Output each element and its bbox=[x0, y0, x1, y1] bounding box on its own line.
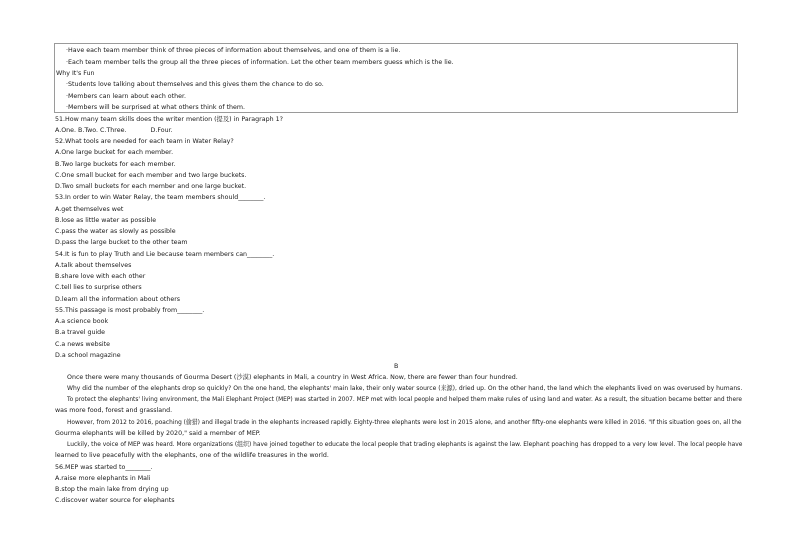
question-56-option-a: A.raise more elephants in Mali bbox=[55, 475, 151, 482]
section-b-paragraph-3-line-1: To protect the elephants' living environment, the Mali Elephant Project (MEP) was started in 2007. MEP met with local people and helped them make rules of using land and water. As a result, the situation became better and there bbox=[67, 396, 743, 403]
question-54-option-d: D.learn all the information about others bbox=[55, 296, 181, 303]
section-b-paragraph-5-line-1: Luckily, the voice of MEP was heard. More organizations (组织) have joined together to educate the local people that trading elephants is against the law. Elephant poaching has dropped to a very low level. The local people have bbox=[67, 441, 743, 448]
question-53-option-b: B.lose as little water as possible bbox=[55, 217, 157, 224]
question-56-option-b: B.stop the main lake from drying up bbox=[55, 486, 169, 493]
question-56: 56.MEP was started to________. bbox=[55, 464, 153, 471]
question-53-option-a: A.get themselves wet bbox=[55, 206, 124, 213]
question-55-option-a: A.a science book bbox=[55, 318, 109, 325]
question-51-options: A.One. B.Two. C.Three. D.Four. bbox=[55, 127, 173, 134]
question-54: 54.It is fun to play Truth and Lie because team members can________. bbox=[55, 251, 275, 258]
question-52-option-a: A.One large bucket for each member. bbox=[55, 149, 174, 156]
question-55-option-c: C.a news website bbox=[55, 341, 110, 348]
section-b-paragraph-2: Why did the number of the elephants drop so quickly? On the one hand, the elephants' main lake, their only water source (来源), dried up. On the other hand, the land which the elephants lived on was overused by humans. bbox=[67, 385, 743, 392]
question-51: 51.How many team skills does the writer mention (提及) in Paragraph 1? bbox=[55, 116, 283, 123]
question-52: 52.What tools are needed for each team in Water Relay? bbox=[55, 138, 234, 145]
box-line-6: ·Members will be surprised at what others think of them. bbox=[66, 104, 246, 111]
question-55: 55.This passage is most probably from________. bbox=[55, 307, 205, 314]
question-56-option-c: C.discover water source for elephants bbox=[55, 497, 175, 504]
section-b-paragraph-1: Once there were many thousands of Gourma Desert (沙漠) elephants in Mali, a country in West Africa. Now, there are fewer than four hundred. bbox=[67, 374, 518, 381]
question-55-option-b: B.a travel guide bbox=[55, 329, 106, 336]
question-53: 53.In order to win Water Relay, the team members should________. bbox=[55, 194, 266, 201]
question-52-option-b: B.Two large buckets for each member. bbox=[55, 161, 176, 168]
question-55-option-d: D.a school magazine bbox=[55, 352, 121, 359]
box-line-5: ·Members can learn about each other. bbox=[66, 93, 187, 100]
box-line-4: ·Students love talking about themselves and this gives them the chance to do so. bbox=[66, 81, 324, 88]
box-subheading: Why It's Fun bbox=[56, 70, 95, 77]
box-line-2: ·Each team member tells the group all the three pieces of information. Let the other team members guess which is the lie. bbox=[66, 59, 454, 66]
question-54-option-b: B.share love with each other bbox=[55, 273, 146, 280]
section-b-heading: B bbox=[394, 363, 399, 370]
question-54-option-c: C.tell lies to surprise others bbox=[55, 284, 142, 291]
question-52-option-c: C.One small bucket for each member and two large buckets. bbox=[55, 172, 247, 179]
section-b-paragraph-5-line-2: learned to live peacefully with the elephants, one of the wildlife treasures in the world. bbox=[55, 452, 329, 459]
box-line-1: ·Have each team member think of three pieces of information about themselves, and one of them is a lie. bbox=[66, 47, 401, 54]
question-52-option-d: D.Two small buckets for each member and one large bucket. bbox=[55, 183, 247, 190]
question-53-option-c: C.pass the water as slowly as possible bbox=[55, 228, 176, 235]
section-b-paragraph-3-line-2: was more food, forest and grassland. bbox=[55, 407, 173, 414]
section-b-paragraph-4-line-2: Gourma elephants will be killed by 2020," said a member of MEP. bbox=[55, 430, 261, 437]
question-54-option-a: A.talk about themselves bbox=[55, 262, 132, 269]
question-53-option-d: D.pass the large bucket to the other team bbox=[55, 239, 188, 246]
section-b-paragraph-4-line-1: However, from 2012 to 2016, poaching (偷猎) and illegal trade in the elephants increased rapidly. Eighty-three elephants were lost in 2015 alone, and another fifty-one elephants were killed in 2016. "If this situation goes on, all the bbox=[67, 419, 742, 426]
